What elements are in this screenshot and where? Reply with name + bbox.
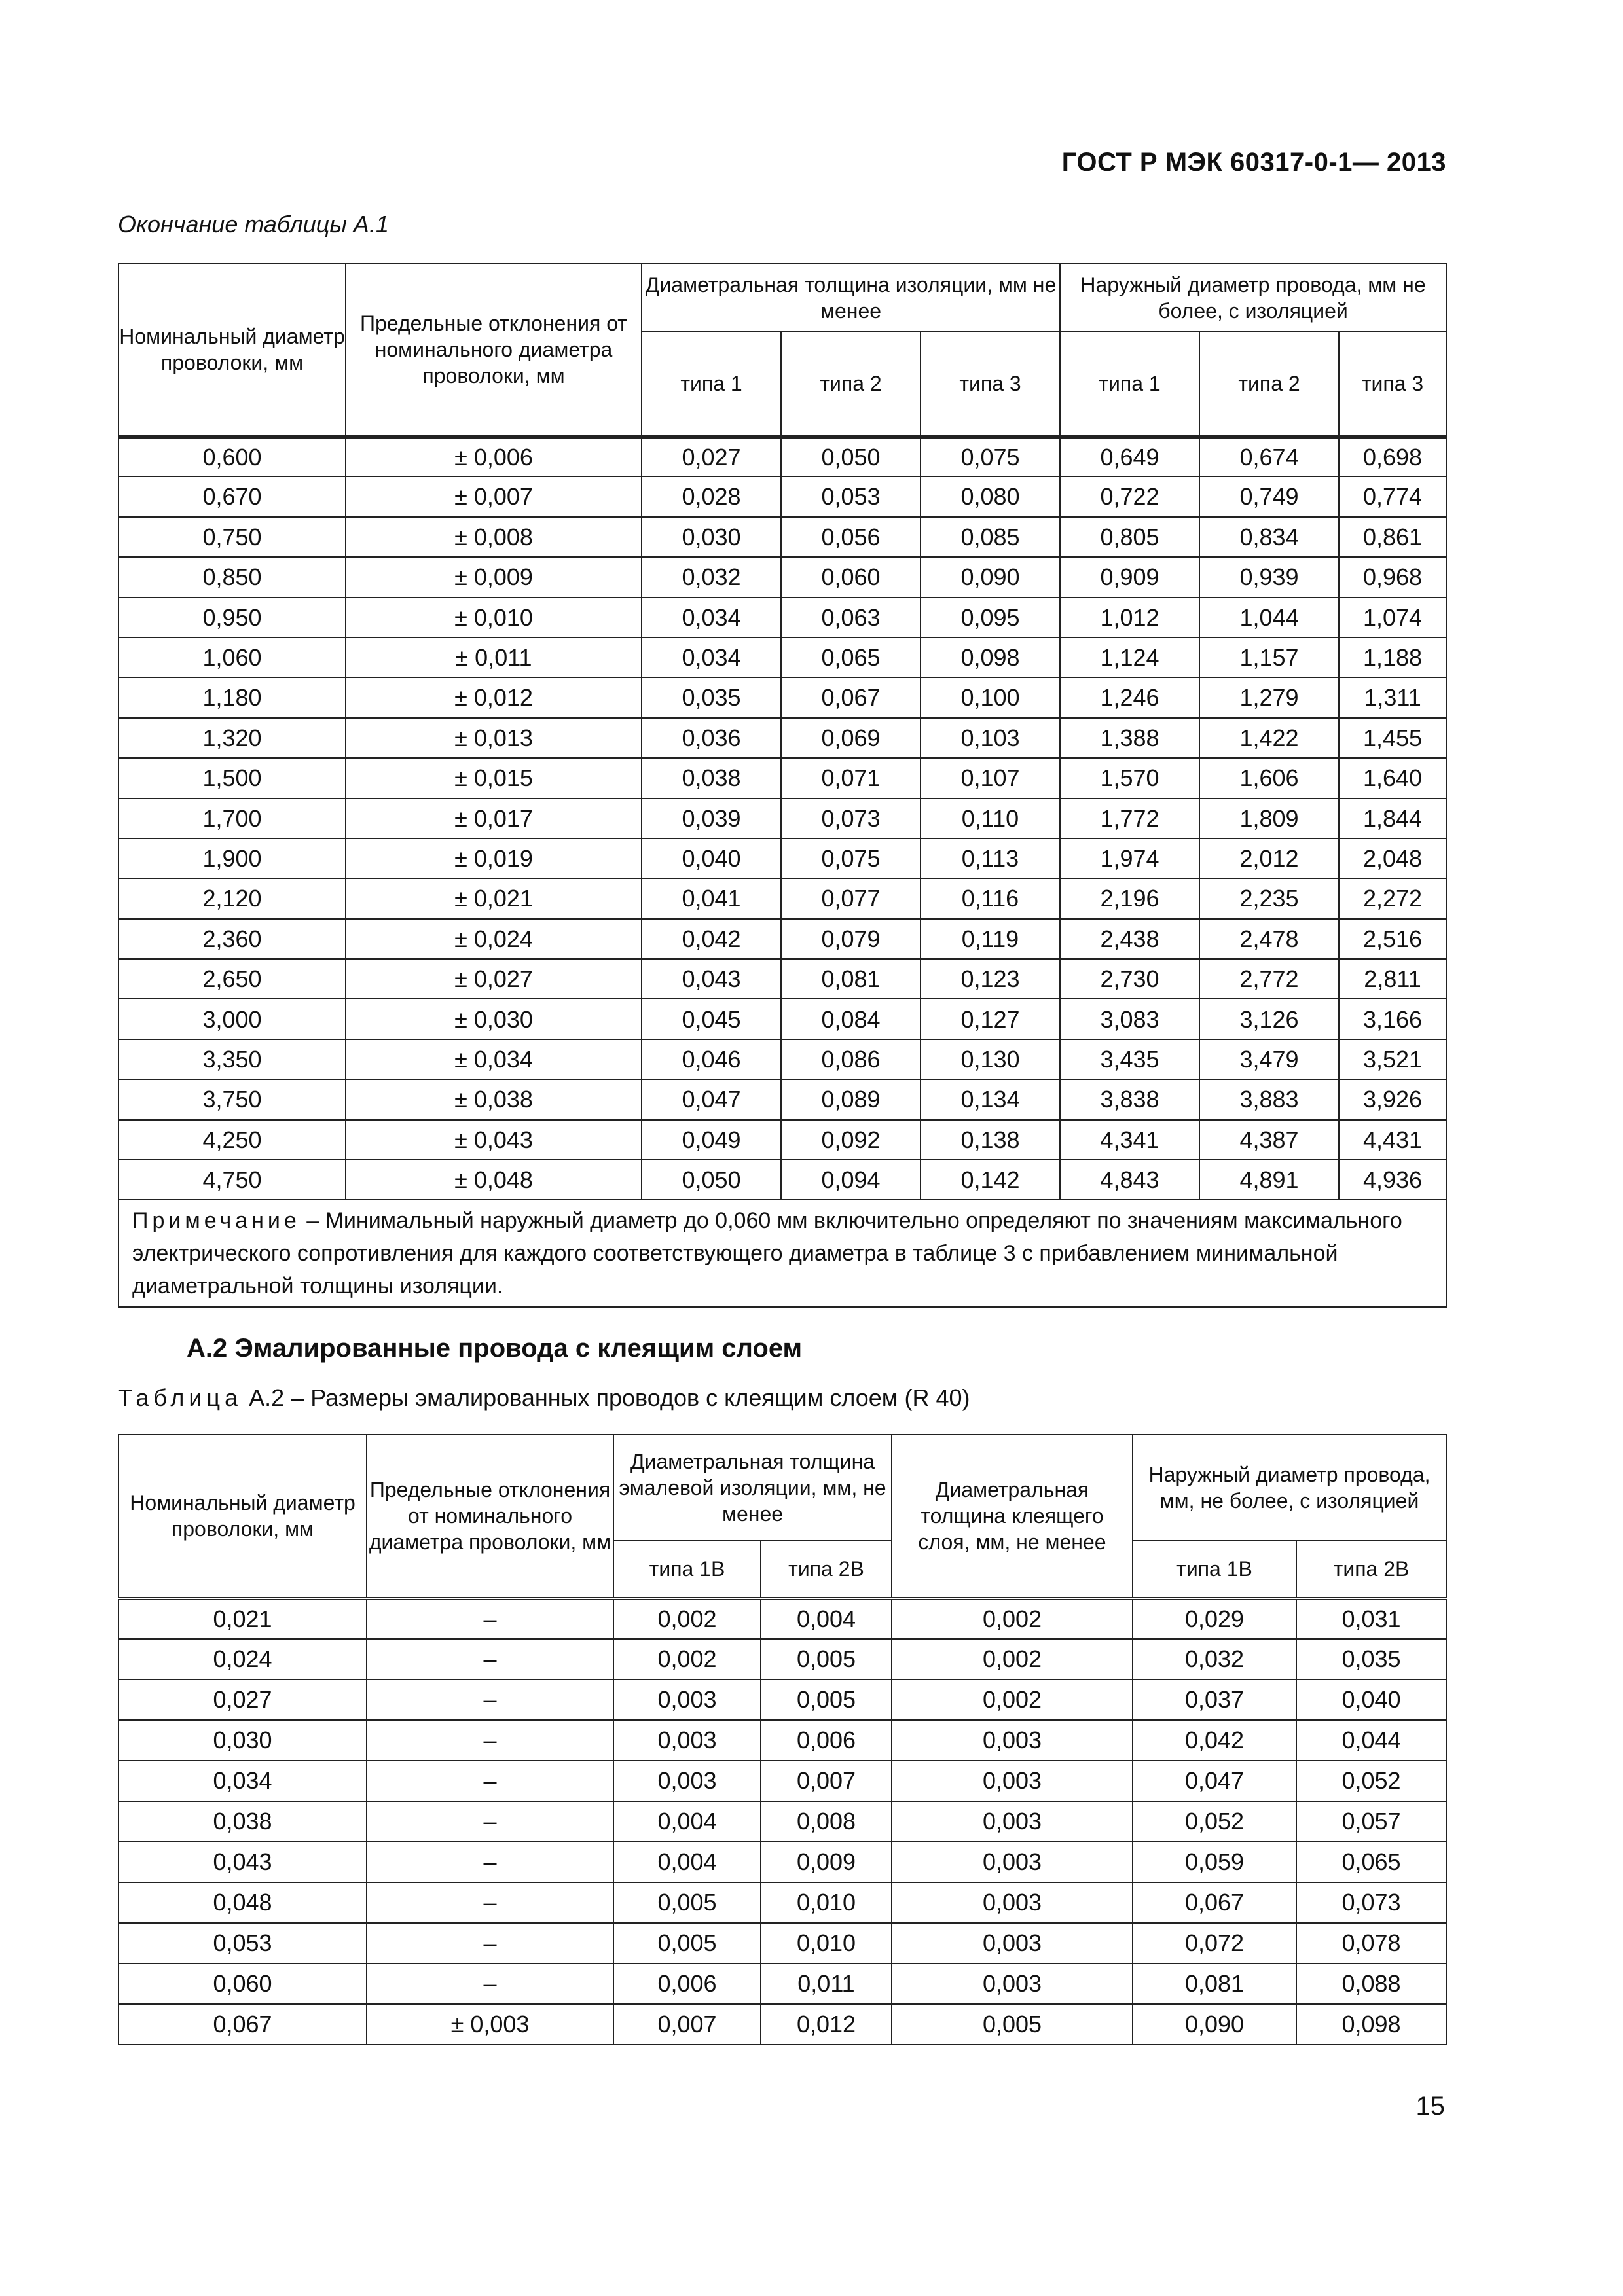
table-row: [119, 878, 1446, 918]
table-cell: 0,038: [642, 758, 781, 798]
table-cell: 0,072: [1133, 1923, 1296, 1964]
table-cell: ± 0,003: [367, 2004, 613, 2045]
table-row: [119, 517, 1446, 557]
table-cell: 0,094: [781, 1160, 921, 1200]
table-a1-continuation: [118, 263, 1447, 1308]
table-cell: 1,012: [1060, 598, 1199, 637]
table-row: [119, 999, 1446, 1039]
table-row: [119, 1720, 1446, 1761]
table-row: [119, 1598, 1446, 1639]
table-cell: 0,003: [892, 1801, 1133, 1842]
t2-header-nominal-diameter: Номинальный диаметр проволоки, мм: [119, 1435, 367, 1598]
table-cell: ± 0,038: [346, 1079, 642, 1119]
table-cell: 0,053: [781, 476, 921, 516]
table-cell: 1,180: [119, 677, 346, 717]
table-cell: 1,157: [1199, 637, 1339, 677]
table-cell: 1,060: [119, 637, 346, 677]
table-row: [119, 2004, 1446, 2045]
table-row: [119, 1801, 1446, 1842]
table-cell: 0,037: [1133, 1679, 1296, 1720]
table-cell: 1,772: [1060, 798, 1199, 838]
table-cell: 0,005: [613, 1882, 761, 1923]
table-cell: 0,005: [761, 1639, 892, 1679]
table-cell: 0,095: [921, 598, 1060, 637]
table-cell: 0,067: [781, 677, 921, 717]
header-outer-type2: типа 2: [1199, 332, 1339, 437]
table-cell: 1,809: [1199, 798, 1339, 838]
table-cell: 0,134: [921, 1079, 1060, 1119]
table-cell: 0,052: [1133, 1801, 1296, 1842]
table-cell: –: [367, 1882, 613, 1923]
table-cell: 4,387: [1199, 1120, 1339, 1160]
table2-caption-text: А.2 – Размеры эмалированных проводов с клеящим слоем (R 40): [249, 1384, 970, 1411]
table-cell: 0,067: [119, 2004, 367, 2045]
table-row: [119, 677, 1446, 717]
table-cell: 3,126: [1199, 999, 1339, 1039]
table-cell: 0,046: [642, 1039, 781, 1079]
table-cell: 0,007: [761, 1761, 892, 1801]
table-cell: –: [367, 1761, 613, 1801]
table-cell: 0,774: [1339, 476, 1446, 516]
table-row: [119, 1964, 1446, 2004]
table-cell: 1,311: [1339, 677, 1446, 717]
table-cell: 0,028: [642, 476, 781, 516]
table-cell: 0,049: [642, 1120, 781, 1160]
table-row: [119, 1079, 1446, 1119]
table1-caption: Окончание таблицы А.1: [118, 211, 389, 238]
table-cell: –: [367, 1598, 613, 1639]
table-cell: 0,722: [1060, 476, 1199, 516]
table-cell: 0,063: [781, 598, 921, 637]
table-cell: 0,090: [921, 557, 1060, 597]
table-cell: 0,034: [119, 1761, 367, 1801]
table-cell: 3,083: [1060, 999, 1199, 1039]
table-cell: 2,772: [1199, 959, 1339, 999]
table-cell: 0,035: [642, 677, 781, 717]
table-cell: 1,500: [119, 758, 346, 798]
table-cell: –: [367, 1639, 613, 1679]
table-cell: 0,002: [892, 1598, 1133, 1639]
table-cell: 0,038: [119, 1801, 367, 1842]
table-cell: 2,272: [1339, 878, 1446, 918]
table-cell: 0,003: [892, 1882, 1133, 1923]
table-cell: 3,000: [119, 999, 346, 1039]
table-cell: 4,431: [1339, 1120, 1446, 1160]
table-cell: 0,649: [1060, 437, 1199, 476]
table-cell: 0,075: [921, 437, 1060, 476]
table-cell: 1,246: [1060, 677, 1199, 717]
table-cell: 0,044: [1296, 1720, 1446, 1761]
table-cell: ± 0,015: [346, 758, 642, 798]
table-cell: 0,834: [1199, 517, 1339, 557]
table-cell: 0,084: [781, 999, 921, 1039]
t2-header-enamel-thickness: Диаметральная толщина эмалевой изоляции, мм, не менее: [613, 1435, 892, 1541]
t2-header-enamel-type2b: типа 2В: [761, 1541, 892, 1598]
table-cell: 0,003: [613, 1761, 761, 1801]
table-cell: 0,081: [781, 959, 921, 999]
table-row: [119, 1923, 1446, 1964]
table-cell: 1,320: [119, 718, 346, 758]
table-cell: 0,008: [761, 1801, 892, 1842]
table-cell: 0,138: [921, 1120, 1060, 1160]
table1-note: [119, 1200, 1446, 1307]
table-row: [119, 557, 1446, 597]
table-cell: 3,166: [1339, 999, 1446, 1039]
table-row: [119, 1039, 1446, 1079]
table-cell: 2,012: [1199, 838, 1339, 878]
table-cell: 0,003: [892, 1720, 1133, 1761]
table-cell: 0,036: [642, 718, 781, 758]
table-cell: 0,065: [1296, 1842, 1446, 1882]
t2-header-outer-type2b: типа 2В: [1296, 1541, 1446, 1598]
table-cell: 0,053: [119, 1923, 367, 1964]
table-cell: 0,086: [781, 1039, 921, 1079]
table2-caption-lead: Таблица: [118, 1384, 243, 1411]
table-cell: 3,435: [1060, 1039, 1199, 1079]
table-cell: 2,235: [1199, 878, 1339, 918]
table-cell: 0,004: [761, 1598, 892, 1639]
table-cell: 0,012: [761, 2004, 892, 2045]
document-code: ГОСТ Р МЭК 60317-0-1— 2013: [1061, 148, 1446, 177]
table-cell: 1,700: [119, 798, 346, 838]
header-outer-diameter: Наружный диаметр провода, мм не более, с изоляцией: [1060, 264, 1446, 332]
table-cell: 0,029: [1133, 1598, 1296, 1639]
table-cell: 0,043: [119, 1842, 367, 1882]
table-row: [119, 598, 1446, 637]
table-cell: 2,730: [1060, 959, 1199, 999]
table1-body: [119, 437, 1446, 1200]
table-cell: 0,089: [781, 1079, 921, 1119]
table-cell: 2,811: [1339, 959, 1446, 999]
table-cell: ± 0,007: [346, 476, 642, 516]
table-row: [119, 1160, 1446, 1200]
header-outer-type1: типа 1: [1060, 332, 1199, 437]
table-cell: 0,100: [921, 677, 1060, 717]
table-cell: 0,909: [1060, 557, 1199, 597]
table-cell: 0,113: [921, 838, 1060, 878]
header-insulation-type3: типа 3: [921, 332, 1060, 437]
table-cell: 0,674: [1199, 437, 1339, 476]
table-cell: 2,516: [1339, 919, 1446, 959]
table-cell: 4,341: [1060, 1120, 1199, 1160]
table-cell: 0,090: [1133, 2004, 1296, 2045]
table-cell: 0,069: [781, 718, 921, 758]
table-cell: 0,065: [781, 637, 921, 677]
table-cell: ± 0,009: [346, 557, 642, 597]
table-cell: 3,750: [119, 1079, 346, 1119]
table-a2: [118, 1434, 1447, 2045]
table-cell: 0,003: [613, 1720, 761, 1761]
table-cell: 0,032: [642, 557, 781, 597]
table-cell: ± 0,006: [346, 437, 642, 476]
table-cell: 0,130: [921, 1039, 1060, 1079]
table-cell: 0,749: [1199, 476, 1339, 516]
table-cell: 0,750: [119, 517, 346, 557]
table-cell: –: [367, 1842, 613, 1882]
table-cell: ± 0,030: [346, 999, 642, 1039]
table-row: [119, 476, 1446, 516]
table-cell: 3,479: [1199, 1039, 1339, 1079]
table-cell: 0,031: [1296, 1598, 1446, 1639]
table-row: [119, 718, 1446, 758]
table-cell: 0,005: [613, 1923, 761, 1964]
table-cell: 1,074: [1339, 598, 1446, 637]
table-cell: ± 0,017: [346, 798, 642, 838]
table-row: [119, 1882, 1446, 1923]
note-label: Примечание: [132, 1208, 301, 1234]
table-cell: 0,003: [892, 1842, 1133, 1882]
table-cell: 0,041: [642, 878, 781, 918]
table-cell: 4,843: [1060, 1160, 1199, 1200]
table-cell: 0,047: [642, 1079, 781, 1119]
table-cell: 0,098: [921, 637, 1060, 677]
table-cell: 0,073: [1296, 1882, 1446, 1923]
table-cell: 1,188: [1339, 637, 1446, 677]
table-cell: 0,050: [642, 1160, 781, 1200]
table-cell: 0,110: [921, 798, 1060, 838]
table-cell: 1,455: [1339, 718, 1446, 758]
table-cell: ± 0,010: [346, 598, 642, 637]
table-cell: 0,116: [921, 878, 1060, 918]
table-cell: 1,388: [1060, 718, 1199, 758]
table-cell: 0,034: [642, 598, 781, 637]
table-cell: 2,196: [1060, 878, 1199, 918]
header-insulation-thickness: Диаметральная толщина изоляции, мм не менее: [642, 264, 1060, 332]
table-cell: 0,939: [1199, 557, 1339, 597]
table-cell: 0,027: [119, 1679, 367, 1720]
table-cell: 0,030: [119, 1720, 367, 1761]
table-row: [119, 1679, 1446, 1720]
table-cell: 0,042: [1133, 1720, 1296, 1761]
table-cell: 0,042: [642, 919, 781, 959]
table-row: [119, 838, 1446, 878]
table-cell: 0,092: [781, 1120, 921, 1160]
table-cell: 0,006: [613, 1964, 761, 2004]
table-row: [119, 1761, 1446, 1801]
table-cell: 0,021: [119, 1598, 367, 1639]
table-cell: 0,048: [119, 1882, 367, 1923]
table-cell: 0,007: [613, 2004, 761, 2045]
table-cell: 2,048: [1339, 838, 1446, 878]
table-cell: 2,650: [119, 959, 346, 999]
table-cell: 0,010: [761, 1882, 892, 1923]
table-cell: 0,078: [1296, 1923, 1446, 1964]
table-cell: 1,900: [119, 838, 346, 878]
table-cell: 0,003: [892, 1923, 1133, 1964]
table-cell: –: [367, 1964, 613, 2004]
table-cell: –: [367, 1801, 613, 1842]
table-cell: 0,080: [921, 476, 1060, 516]
table-cell: 0,039: [642, 798, 781, 838]
table-cell: 0,079: [781, 919, 921, 959]
table-cell: 0,003: [892, 1964, 1133, 2004]
table-cell: 0,003: [892, 1761, 1133, 1801]
table-cell: 2,438: [1060, 919, 1199, 959]
t2-header-deviation: Предельные отклонения от номинального диаметра проволоки, мм: [367, 1435, 613, 1598]
table-cell: 0,060: [781, 557, 921, 597]
table-cell: 0,027: [642, 437, 781, 476]
t2-header-enamel-type1b: типа 1В: [613, 1541, 761, 1598]
table-cell: 4,750: [119, 1160, 346, 1200]
table-cell: 0,103: [921, 718, 1060, 758]
table-cell: 0,085: [921, 517, 1060, 557]
table-cell: 3,350: [119, 1039, 346, 1079]
table-cell: 0,043: [642, 959, 781, 999]
table-cell: 0,005: [761, 1679, 892, 1720]
table-cell: 0,861: [1339, 517, 1446, 557]
table-cell: ± 0,011: [346, 637, 642, 677]
table-row: [119, 437, 1446, 476]
table-cell: 3,883: [1199, 1079, 1339, 1119]
table-cell: ± 0,034: [346, 1039, 642, 1079]
table-cell: 4,936: [1339, 1160, 1446, 1200]
table-cell: 0,002: [892, 1639, 1133, 1679]
table-cell: 4,250: [119, 1120, 346, 1160]
table-row: [119, 798, 1446, 838]
table-cell: 1,974: [1060, 838, 1199, 878]
table-cell: 0,010: [761, 1923, 892, 1964]
table-cell: 3,521: [1339, 1039, 1446, 1079]
table-cell: 0,060: [119, 1964, 367, 2004]
table-cell: 0,052: [1296, 1761, 1446, 1801]
table-cell: 2,360: [119, 919, 346, 959]
table-row: [119, 1842, 1446, 1882]
table-cell: 0,059: [1133, 1842, 1296, 1882]
table-cell: 0,968: [1339, 557, 1446, 597]
t2-header-outer-type1b: типа 1В: [1133, 1541, 1296, 1598]
table-cell: ± 0,013: [346, 718, 642, 758]
table-row: [119, 1639, 1446, 1679]
table-cell: 3,926: [1339, 1079, 1446, 1119]
table-cell: 0,047: [1133, 1761, 1296, 1801]
header-insulation-type2: типа 2: [781, 332, 921, 437]
table-cell: 0,040: [642, 838, 781, 878]
table-cell: 0,002: [613, 1639, 761, 1679]
table-cell: 0,081: [1133, 1964, 1296, 2004]
table-cell: ± 0,043: [346, 1120, 642, 1160]
table-cell: 1,044: [1199, 598, 1339, 637]
t2-header-adhesive-thickness: Диаметральная толщина клеящего слоя, мм, не менее: [892, 1435, 1133, 1598]
table-cell: 1,570: [1060, 758, 1199, 798]
table-cell: 0,002: [613, 1598, 761, 1639]
table-cell: 0,098: [1296, 2004, 1446, 2045]
table-cell: 0,123: [921, 959, 1060, 999]
table-cell: 2,120: [119, 878, 346, 918]
table-cell: ± 0,008: [346, 517, 642, 557]
table-cell: 4,891: [1199, 1160, 1339, 1200]
table-cell: ± 0,012: [346, 677, 642, 717]
table-row: [119, 919, 1446, 959]
table-cell: 3,838: [1060, 1079, 1199, 1119]
t2-header-outer-diameter: Наружный диаметр провода, мм, не более, с изоляцией: [1133, 1435, 1446, 1541]
header-deviation: Предельные отклонения от номинального диаметра проволоки, мм: [346, 264, 642, 437]
table-cell: 0,077: [781, 878, 921, 918]
table-cell: 1,279: [1199, 677, 1339, 717]
table-cell: 2,478: [1199, 919, 1339, 959]
table-cell: 0,071: [781, 758, 921, 798]
table-cell: ± 0,021: [346, 878, 642, 918]
table-cell: 0,050: [781, 437, 921, 476]
header-insulation-type1: типа 1: [642, 332, 781, 437]
table-cell: –: [367, 1720, 613, 1761]
table-cell: 0,005: [892, 2004, 1133, 2045]
table-cell: 0,670: [119, 476, 346, 516]
table-cell: 0,040: [1296, 1679, 1446, 1720]
table-cell: 0,011: [761, 1964, 892, 2004]
table-cell: 0,030: [642, 517, 781, 557]
table-cell: ± 0,027: [346, 959, 642, 999]
table-cell: 0,056: [781, 517, 921, 557]
table-cell: ± 0,019: [346, 838, 642, 878]
table-cell: 0,698: [1339, 437, 1446, 476]
header-outer-type3: типа 3: [1339, 332, 1446, 437]
table-cell: –: [367, 1679, 613, 1720]
table-row: [119, 959, 1446, 999]
table-cell: 1,124: [1060, 637, 1199, 677]
table-cell: 0,127: [921, 999, 1060, 1039]
table-cell: 0,003: [613, 1679, 761, 1720]
table-cell: ± 0,048: [346, 1160, 642, 1200]
table-cell: 0,057: [1296, 1801, 1446, 1842]
table-row: [119, 637, 1446, 677]
table-cell: 0,805: [1060, 517, 1199, 557]
table-cell: 0,119: [921, 919, 1060, 959]
table-row: [119, 758, 1446, 798]
table-cell: 0,142: [921, 1160, 1060, 1200]
table-cell: 0,024: [119, 1639, 367, 1679]
table-cell: 0,073: [781, 798, 921, 838]
table-cell: 0,950: [119, 598, 346, 637]
table-cell: 0,107: [921, 758, 1060, 798]
table-cell: 0,067: [1133, 1882, 1296, 1923]
table-cell: 0,088: [1296, 1964, 1446, 2004]
page-number: 15: [1415, 2092, 1445, 2121]
table-cell: 1,422: [1199, 718, 1339, 758]
table-cell: 0,004: [613, 1801, 761, 1842]
table-cell: 0,075: [781, 838, 921, 878]
table-cell: 1,844: [1339, 798, 1446, 838]
table-cell: 0,032: [1133, 1639, 1296, 1679]
table-cell: 0,045: [642, 999, 781, 1039]
table-cell: 0,009: [761, 1842, 892, 1882]
table-cell: 0,002: [892, 1679, 1133, 1720]
table-cell: 1,640: [1339, 758, 1446, 798]
table-cell: –: [367, 1923, 613, 1964]
table-cell: 1,606: [1199, 758, 1339, 798]
table-cell: 0,600: [119, 437, 346, 476]
table-cell: 0,006: [761, 1720, 892, 1761]
section-title: А.2 Эмалированные провода с клеящим слоем: [187, 1334, 803, 1363]
table-cell: 0,004: [613, 1842, 761, 1882]
table-cell: 0,850: [119, 557, 346, 597]
table2-body: [119, 1598, 1446, 2045]
table-row: [119, 1120, 1446, 1160]
header-nominal-diameter: Номинальный диаметр проволоки, мм: [119, 264, 346, 437]
table-cell: ± 0,024: [346, 919, 642, 959]
table-cell: 0,034: [642, 637, 781, 677]
table-cell: 0,035: [1296, 1639, 1446, 1679]
note-text: – Минимальный наружный диаметр до 0,060 мм включительно определяют по значениям максимального электрического сопротивления для каждого соответствующего диаметра в таблице 3 с прибавлением минимальной диаметральной толщины изоляции.: [132, 1208, 1402, 1299]
table2-caption: [118, 1384, 970, 1412]
